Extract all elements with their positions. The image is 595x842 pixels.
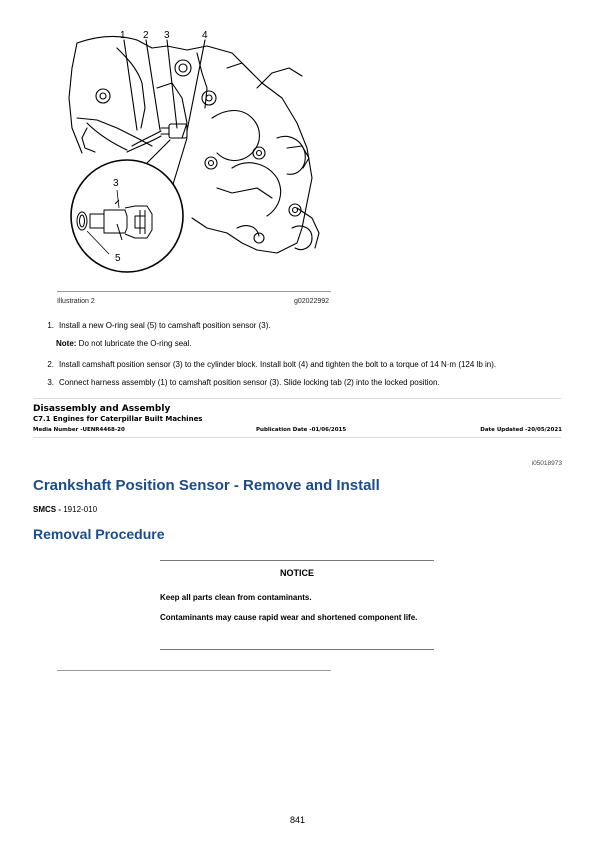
callout-2: 2 bbox=[143, 30, 149, 41]
notice-line-2: Contaminants may cause rapid wear and shortened component life. bbox=[160, 613, 418, 622]
publication-date: Publication Date -01/06/2015 bbox=[256, 427, 347, 433]
document-id: i05018973 bbox=[531, 460, 562, 467]
step-text: Install camshaft position sensor (3) to the cylinder block. Install bolt (4) and tighten the bolt to a torque of 14 N·m (124 lb in). bbox=[59, 360, 497, 369]
step-text: Install a new O-ring seal (5) to camshaft position sensor (3). bbox=[59, 321, 271, 330]
callout-3: 3 bbox=[164, 30, 170, 41]
notice-top-rule bbox=[160, 560, 434, 561]
note-label: Note: bbox=[56, 339, 77, 348]
illustration-id: g02022992 bbox=[294, 298, 330, 305]
smcs-label: SMCS - bbox=[33, 505, 64, 514]
doc-title: Disassembly and Assembly bbox=[33, 404, 171, 414]
doc-subtitle: C7.1 Engines for Caterpillar Built Machines bbox=[33, 415, 203, 423]
callout-1: 1 bbox=[120, 30, 126, 41]
engine-illustration bbox=[57, 28, 331, 290]
section-divider bbox=[33, 398, 561, 399]
page-number: 841 bbox=[289, 815, 306, 825]
callout-5-detail: 5 bbox=[115, 253, 121, 264]
media-number: Media Number -UENR4468-20 bbox=[33, 427, 125, 433]
date-updated: Date Updated -20/05/2021 bbox=[480, 427, 562, 433]
step-3 bbox=[40, 377, 440, 388]
illustration-caption: Illustration 2 bbox=[57, 298, 95, 305]
callout-3-detail: 3 bbox=[113, 178, 119, 189]
notice-bottom-rule bbox=[160, 649, 434, 650]
step-2 bbox=[40, 359, 496, 370]
section-heading: Removal Procedure bbox=[33, 526, 165, 542]
notice-line-1: Keep all parts clean from contaminants. bbox=[160, 593, 312, 602]
content-end-rule bbox=[57, 670, 331, 671]
notice-title: NOTICE bbox=[279, 568, 314, 578]
callout-4: 4 bbox=[202, 30, 208, 41]
step-number: 1. bbox=[47, 321, 54, 330]
header-divider bbox=[33, 437, 561, 438]
page-title: Crankshaft Position Sensor - Remove and Install bbox=[33, 477, 380, 494]
step-text: Connect harness assembly (1) to camshaft position sensor (3). Slide locking tab (2) into the locked position. bbox=[59, 378, 440, 387]
note bbox=[56, 338, 192, 349]
step-1 bbox=[40, 320, 271, 331]
smcs-value: 1912-010 bbox=[63, 505, 98, 514]
smcs-code bbox=[33, 505, 97, 514]
figure-divider bbox=[57, 291, 331, 292]
step-number: 2. bbox=[47, 360, 54, 369]
note-text: Do not lubricate the O-ring seal. bbox=[76, 339, 192, 348]
step-number: 3. bbox=[47, 378, 54, 387]
